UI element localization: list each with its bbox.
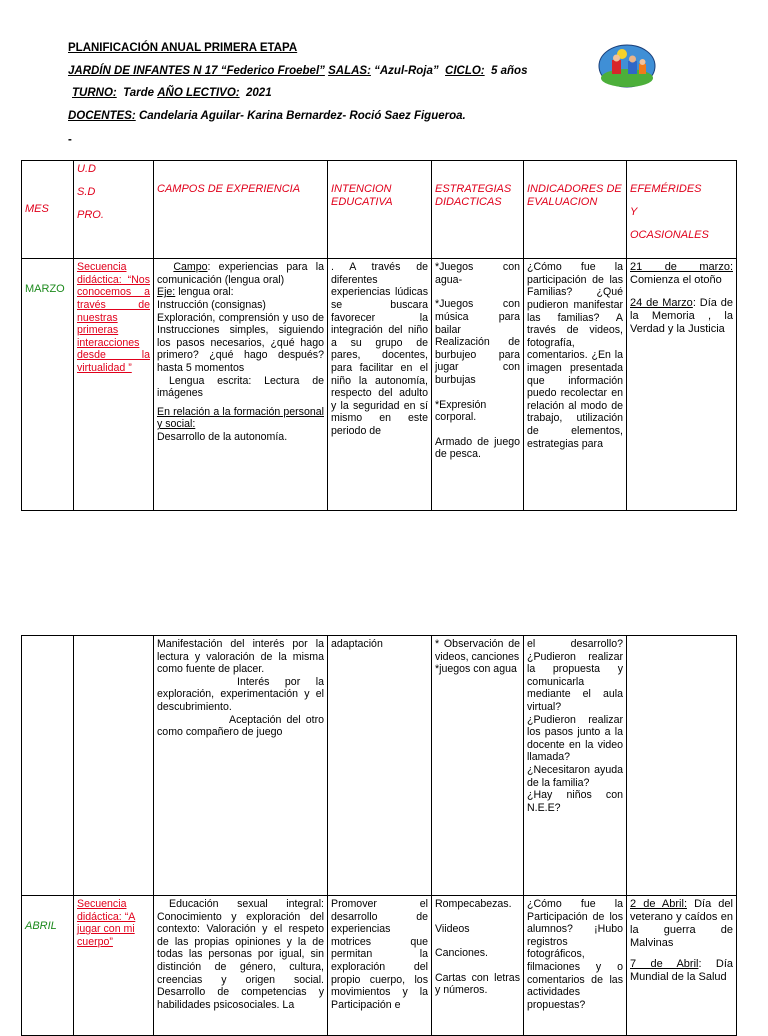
intencion-marzo: . A través de diferentes experiencias lúdicas se buscara favorecer la integración del niño a su grupo de pares, docentes, para facilitar en el niño la autonomía, respecto del adulto y la seguridad en sí mismo en este periodo de — [328, 259, 432, 511]
table-header-row — [22, 161, 737, 259]
row-abril — [22, 896, 737, 1036]
indicadores-marzo: ¿Cómo fue la participación de las Familias? ¿Qué pudieron manifestar las familias? A través de videos, fotografía, comentarios. ¿En la imagen presentada que información puedo recolectar en relación al modo de trabajo, utilización de elementos, estrategias para — [524, 259, 627, 511]
secuencia-abril: Secuencia didáctica: “A jugar con mi cuerpo” — [74, 896, 154, 1036]
efemerides-abril: 2 de Abril: Día del veterano y caídos en la guerra de Malvinas 7 de Abril: Día Mundial de la Salud — [627, 896, 737, 1036]
row-marzo-continued — [22, 636, 737, 896]
jardin-line: JARDÍN DE INFANTES N 17 “Federico Froebel” SALAS: “Azul-Roja” CICLO: 5 años — [68, 65, 528, 77]
month-marzo: MARZO — [22, 259, 74, 511]
estrategias-marzo: *Juegos con agua- *Juegos con música para bailar Realización de burbujeo para jugar con burbujas *Expresión corporal. Armado de juego de pesca. — [432, 259, 524, 511]
row-marzo — [22, 259, 737, 511]
efemerides-cont-empty — [627, 636, 737, 896]
month-abril: ABRIL — [22, 896, 74, 1036]
column-header-indicadores: INDICADORES DE EVALUACION — [524, 161, 627, 259]
page-title: PLANIFICACIÓN ANUAL PRIMERA ETAPA — [68, 42, 298, 54]
campos-cont: Manifestación del interés por la lectura y valoración de la misma como fuente de placer. Interés por la exploración, experimentación y el descubrimiento. Aceptación del otro como compañero de juego — [154, 636, 328, 896]
efemerides-marzo: 21 de marzo: Comienza el otoño 24 de Marzo: Día de la Memoria , la Verdad y la Justicia — [627, 259, 737, 511]
planning-table-page-2 — [21, 635, 737, 1036]
indicadores-cont: el desarrollo? ¿Pudieron realizar la propuesta y comunicarla mediante el aula virtual? ¿Pudieron realizar los pasos junto a la docente en la video llamada? ¿Necesitaron ayuda de la familia? ¿Hay niños con N.E.E? — [524, 636, 627, 896]
column-header-estrategias: ESTRATEGIAS DIDACTICAS — [432, 161, 524, 259]
month-cont-empty — [22, 636, 74, 896]
planning-table-page-1 — [21, 160, 737, 511]
indicadores-abril: ¿Cómo fue la Participación de los alumnos? ¡Hubo registros fotográficos, filmaciones y o comentarios de las actividades propuestas? — [524, 896, 627, 1036]
campos-marzo: Campo: experiencias para la comunicación (lengua oral) Eje: lengua oral: Instrucción (consignas) Exploración, comprensión y uso de Instrucciones simples, siguiendo los pasos necesarios, ¿qué hago primero? ¿qué hago después? hasta 5 momentos Lengua escrita: Lectura de imágenes En relación a la formación personal y social: Desarrollo de la autonomía. — [154, 259, 328, 511]
column-header-mes: MES — [22, 161, 74, 259]
column-header-efemerides: EFEMÉRIDES Y OCASIONALES — [627, 161, 737, 259]
intencion-abril: Promover el desarrollo de experiencias motrices que permitan la exploración del propio cuerpo, los movimientos y la Participación e — [328, 896, 432, 1036]
campos-abril: Educación sexual integral: Conocimiento y exploración del contexto: Valoración y el respeto de las propias opiniones y la de todas las personas por igual, sin distinción de género, cultura, creencias y origen social. Desarrollo de competencias y habilidades psicosociales. La — [154, 896, 328, 1036]
estrategias-abril: Rompecabezas. Viideos Canciones. Cartas con letras y números. — [432, 896, 524, 1036]
estrategias-cont: * Observación de videos, canciones *juegos con agua — [432, 636, 524, 896]
intencion-cont: adaptación — [328, 636, 432, 896]
column-header-campos: CAMPOS DE EXPERIENCIA — [154, 161, 328, 259]
docentes-line: DOCENTES: Candelaria Aguilar- Karina Bernardez- Roció Saez Figueroa. — [68, 110, 466, 122]
secuencia-marzo: Secuencia didáctica: “Nos conocemos a través de nuestras primeras interacciones desde la virtualidad ” — [74, 259, 154, 511]
turno-line: TURNO: Tarde AÑO LECTIVO: 2021 — [72, 87, 272, 99]
secuencia-cont-empty — [74, 636, 154, 896]
dash: - — [68, 134, 72, 146]
column-header-ud-sd-pro: U.D S.D PRO. — [74, 161, 154, 259]
column-header-intencion: INTENCION EDUCATIVA — [328, 161, 432, 259]
school-logo-icon — [598, 44, 656, 88]
